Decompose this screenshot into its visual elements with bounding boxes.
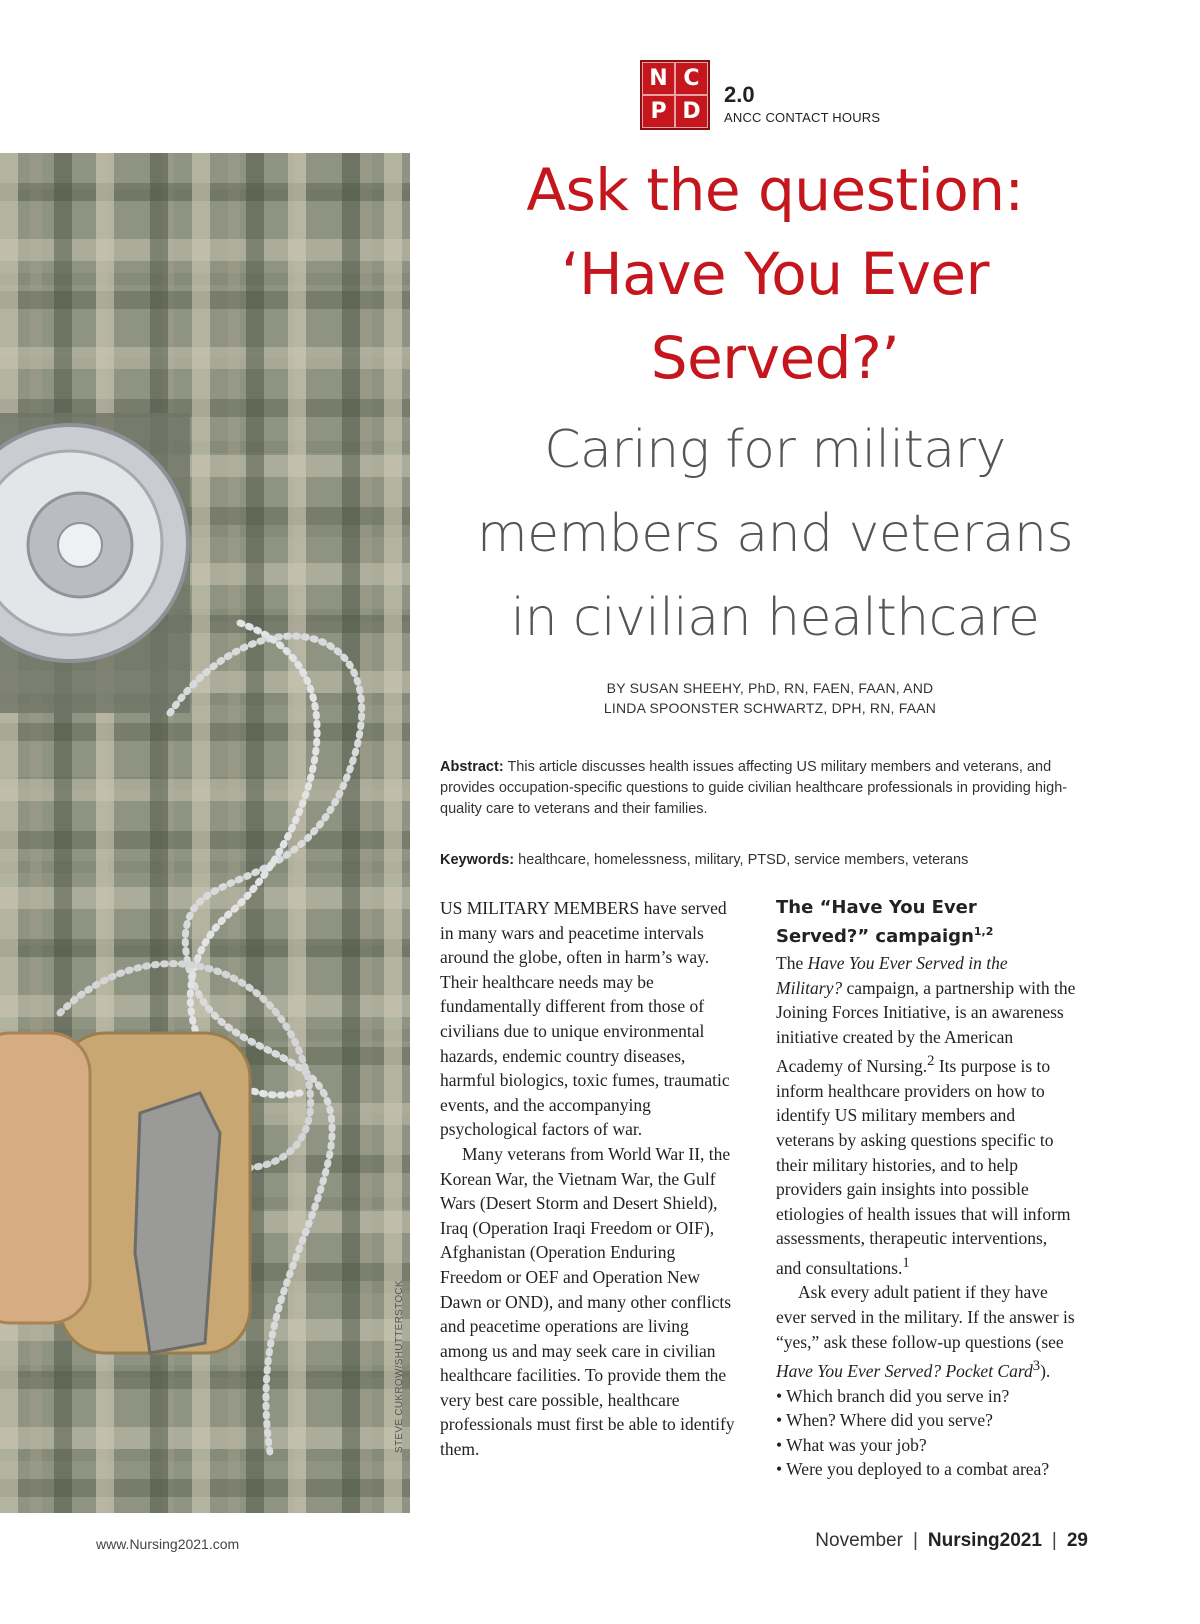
body-paragraph: US MILITARY MEMBERS have served in many wars and peacetime intervals around the globe, often in harm’s way. Their healthcare needs may be fundamentally different from those of civilians due to unique environmental hazards, endemic country diseases, harmful biologics, toxic fumes, traumatic events, and the accompanying psychological factors of war.	[440, 898, 730, 1140]
body-paragraph	[776, 1280, 1076, 1383]
keywords-label: Keywords:	[440, 852, 515, 868]
heading-citation: 1,2	[973, 925, 994, 938]
article-title	[430, 148, 1120, 400]
byline	[470, 678, 1070, 718]
badge-letter: N	[642, 62, 675, 95]
badge-letter: D	[675, 95, 708, 128]
article-subtitle	[430, 408, 1120, 660]
badge-letter: C	[675, 62, 708, 95]
footer-separator: |	[912, 1530, 918, 1551]
list-item: • When? Where did you serve?	[776, 1410, 993, 1431]
list-item: • What was your job?	[776, 1434, 927, 1455]
byline-line: BY SUSAN SHEEHY, PhD, RN, FAEN, FAAN, AND	[606, 680, 934, 696]
title-line: Ask the question:	[526, 156, 1024, 224]
section-heading-text: The “Have You Ever Served?” campaign	[776, 897, 977, 947]
citation: 1	[902, 1254, 910, 1271]
footer-url: www.Nursing2021.com	[96, 1536, 240, 1552]
text-run: Its purpose is to inform healthcare providers on how to identify US military members and veterans by asking questions specific to their military histories, and to help providers gain insights into possible etiologies of health issues that will inform assessments, therapeutic interventions, and consultations.	[776, 1056, 1071, 1278]
text-run: The	[776, 953, 808, 973]
footer-month: November	[815, 1530, 903, 1551]
footer-separator: |	[1051, 1530, 1057, 1551]
abstract	[440, 757, 1070, 820]
body-paragraph	[776, 951, 1076, 1280]
campaign-name: Have You Ever Served in the Military?	[776, 953, 1008, 998]
citation: 3	[1032, 1358, 1041, 1375]
list-item: • Were you deployed to a combat area?	[776, 1459, 1050, 1480]
footer-folio	[815, 1530, 1088, 1552]
body-column-1	[440, 896, 740, 1462]
byline-line: LINDA SPOONSTER SCHWARTZ, DPH, RN, FAAN	[603, 700, 937, 716]
subtitle-line: Caring for military	[544, 420, 1006, 480]
title-line: Served?’	[650, 324, 900, 392]
citation: 2	[927, 1053, 935, 1070]
subtitle-line: in civilian healthcare	[510, 588, 1040, 648]
text-run: campaign, a partnership with the Joining Forces Initiative, is an awareness initiative created by the American Academy of Nursing.	[776, 977, 1076, 1077]
subtitle-line: members and veterans	[476, 504, 1074, 564]
body-column-2	[776, 896, 1076, 1482]
footer-journal: Nursing2021	[927, 1530, 1042, 1551]
contact-hours-label: ANCC CONTACT HOURS	[724, 110, 881, 125]
text-run: ).	[1040, 1360, 1051, 1381]
abstract-text: This article discusses health issues affecting US military members and veterans, and provides occupation-specific questions to guide civilian healthcare professionals in providing high-quality care to veterans and their families.	[440, 759, 1068, 817]
badge-letter: P	[642, 95, 675, 128]
abstract-label: Abstract:	[440, 759, 504, 775]
photo-credit: STEVE CUKROW/SHUTTERSTOCK	[394, 1280, 405, 1453]
keywords-text: healthcare, homelessness, military, PTSD, service members, veterans	[518, 852, 969, 868]
keywords	[440, 850, 1070, 871]
pocket-card-title: Have You Ever Served? Pocket Card	[776, 1360, 1033, 1381]
text-run: Ask every adult patient if they have ever served in the military. If the answer is “yes,” ask these follow-up questions (see	[776, 1282, 1075, 1352]
list-item: • Which branch did you serve in?	[776, 1385, 1010, 1406]
cover-photo	[0, 153, 410, 1513]
title-line: ‘Have You Ever	[561, 240, 989, 308]
page-number: 29	[1066, 1530, 1088, 1551]
question-list	[776, 1384, 1076, 1482]
contact-hours-value: 2.0	[724, 82, 755, 107]
ncpd-badge	[640, 60, 710, 130]
stethoscope-dogtags-illustration	[0, 153, 410, 1513]
section-heading	[776, 896, 1076, 949]
body-paragraph: Many veterans from World War II, the Korean War, the Vietnam War, the Gulf Wars (Desert Storm and Desert Shield), Iraq (Operation Iraqi Freedom or OIF), Afghanistan (Operation Enduring Freedom or OEF and Operation New Dawn or OND), and many other conflicts and peacetime operations are living among us and may seek care in civilian healthcare facilities. To provide them the very best care possible, healthcare professionals must first be able to identify them.	[440, 1143, 735, 1460]
